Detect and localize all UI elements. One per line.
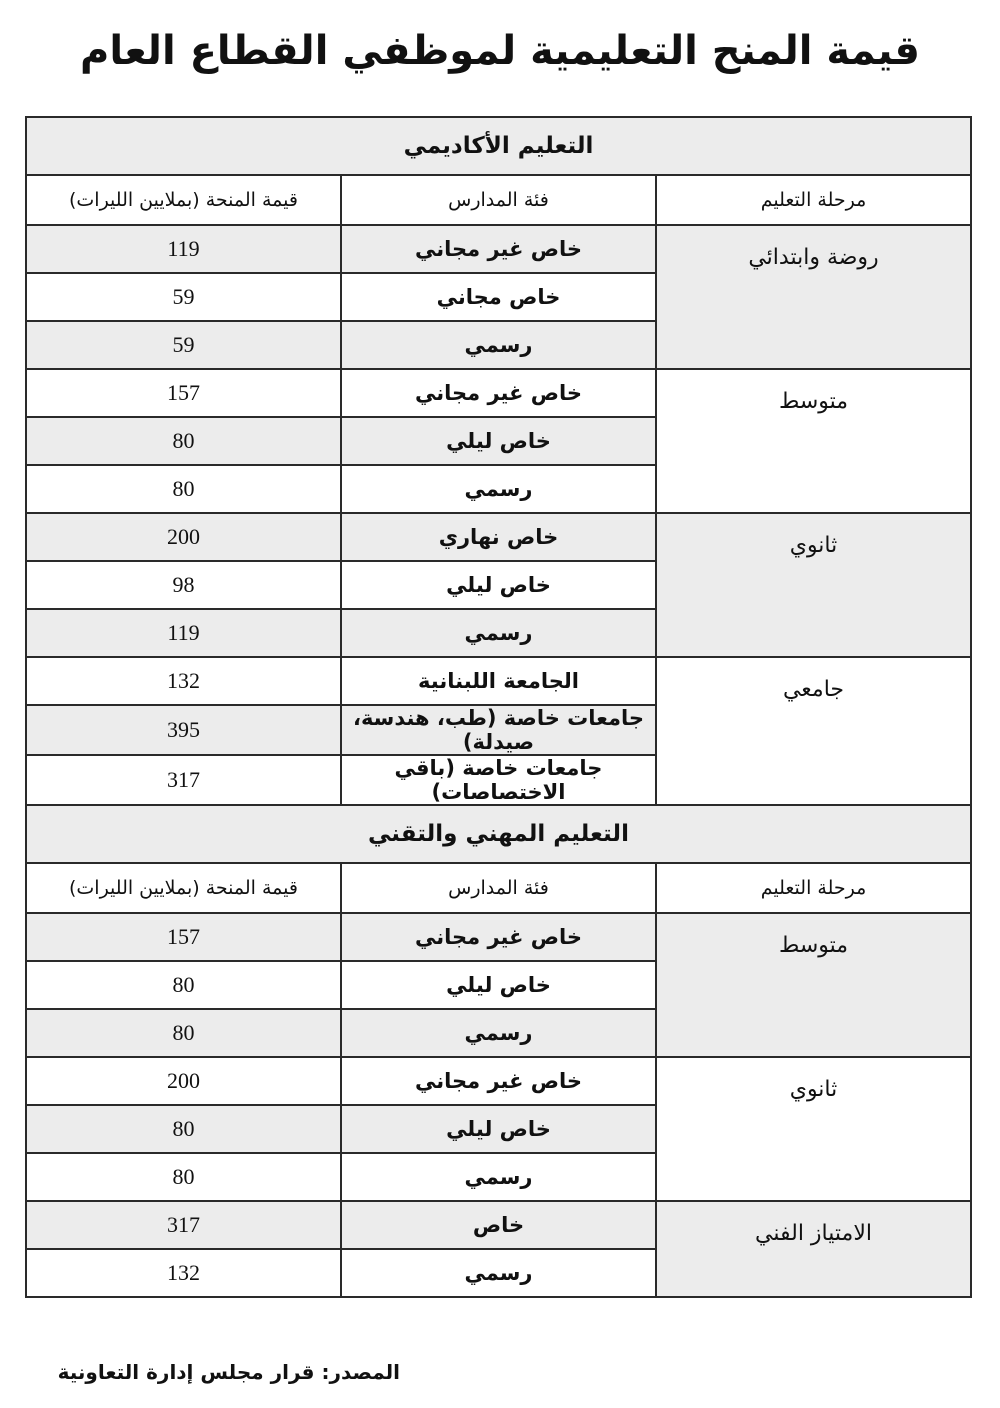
value-cell: 59 xyxy=(26,273,341,321)
category-cell: رسمي xyxy=(341,609,656,657)
table-row xyxy=(26,369,971,417)
table-row xyxy=(26,513,971,561)
category-cell: رسمي xyxy=(341,1249,656,1297)
header-category: فئة المدارس xyxy=(341,175,656,225)
category-cell: خاص غير مجاني xyxy=(341,225,656,273)
category-cell: خاص نهاري xyxy=(341,513,656,561)
stage-cell: روضة وابتدائي xyxy=(656,225,971,369)
section-title: التعليم الأكاديمي xyxy=(26,117,971,175)
category-cell: الجامعة اللبنانية xyxy=(341,657,656,705)
stage-cell: متوسط xyxy=(656,369,971,513)
column-headers xyxy=(26,175,971,225)
category-cell: خاص غير مجاني xyxy=(341,369,656,417)
header-stage: مرحلة التعليم xyxy=(656,863,971,913)
page-title: قيمة المنح التعليمية لموظفي القطاع العام xyxy=(80,28,920,74)
source-note: المصدر: قرار مجلس إدارة التعاونية xyxy=(57,1360,400,1384)
value-cell: 80 xyxy=(26,465,341,513)
header-value: قيمة المنحة (بملايين الليرات) xyxy=(26,175,341,225)
table-row xyxy=(26,913,971,961)
category-cell: رسمي xyxy=(341,1153,656,1201)
table-row xyxy=(26,1057,971,1105)
section-header xyxy=(26,117,971,175)
category-cell: خاص ليلي xyxy=(341,417,656,465)
value-cell: 98 xyxy=(26,561,341,609)
category-cell: خاص ليلي xyxy=(341,1105,656,1153)
value-cell: 317 xyxy=(26,755,341,805)
stage-cell: ثانوي xyxy=(656,1057,971,1201)
value-cell: 132 xyxy=(26,657,341,705)
column-headers xyxy=(26,863,971,913)
value-cell: 80 xyxy=(26,1105,341,1153)
grants-table xyxy=(25,116,972,1298)
value-cell: 317 xyxy=(26,1201,341,1249)
value-cell: 200 xyxy=(26,513,341,561)
value-cell: 200 xyxy=(26,1057,341,1105)
value-cell: 80 xyxy=(26,417,341,465)
category-cell: جامعات خاصة (طب، هندسة، صيدلة) xyxy=(341,705,656,755)
value-cell: 395 xyxy=(26,705,341,755)
value-cell: 59 xyxy=(26,321,341,369)
stage-cell: متوسط xyxy=(656,913,971,1057)
value-cell: 80 xyxy=(26,1009,341,1057)
value-cell: 80 xyxy=(26,1153,341,1201)
header-category: فئة المدارس xyxy=(341,863,656,913)
category-cell: خاص غير مجاني xyxy=(341,1057,656,1105)
section-title: التعليم المهني والتقني xyxy=(26,805,971,863)
category-cell: خاص مجاني xyxy=(341,273,656,321)
category-cell: رسمي xyxy=(341,1009,656,1057)
value-cell: 157 xyxy=(26,369,341,417)
category-cell: رسمي xyxy=(341,465,656,513)
category-cell: خاص ليلي xyxy=(341,561,656,609)
value-cell: 119 xyxy=(26,609,341,657)
table-row xyxy=(26,225,971,273)
table-row xyxy=(26,1201,971,1249)
stage-cell: ثانوي xyxy=(656,513,971,657)
value-cell: 157 xyxy=(26,913,341,961)
value-cell: 80 xyxy=(26,961,341,1009)
value-cell: 119 xyxy=(26,225,341,273)
category-cell: خاص xyxy=(341,1201,656,1249)
category-cell: خاص غير مجاني xyxy=(341,913,656,961)
category-cell: رسمي xyxy=(341,321,656,369)
section-header xyxy=(26,805,971,863)
stage-cell: الامتياز الفني xyxy=(656,1201,971,1297)
value-cell: 132 xyxy=(26,1249,341,1297)
category-cell: خاص ليلي xyxy=(341,961,656,1009)
stage-cell: جامعي xyxy=(656,657,971,805)
header-stage: مرحلة التعليم xyxy=(656,175,971,225)
table-row xyxy=(26,657,971,705)
header-value: قيمة المنحة (بملايين الليرات) xyxy=(26,863,341,913)
category-cell: جامعات خاصة (باقي الاختصاصات) xyxy=(341,755,656,805)
